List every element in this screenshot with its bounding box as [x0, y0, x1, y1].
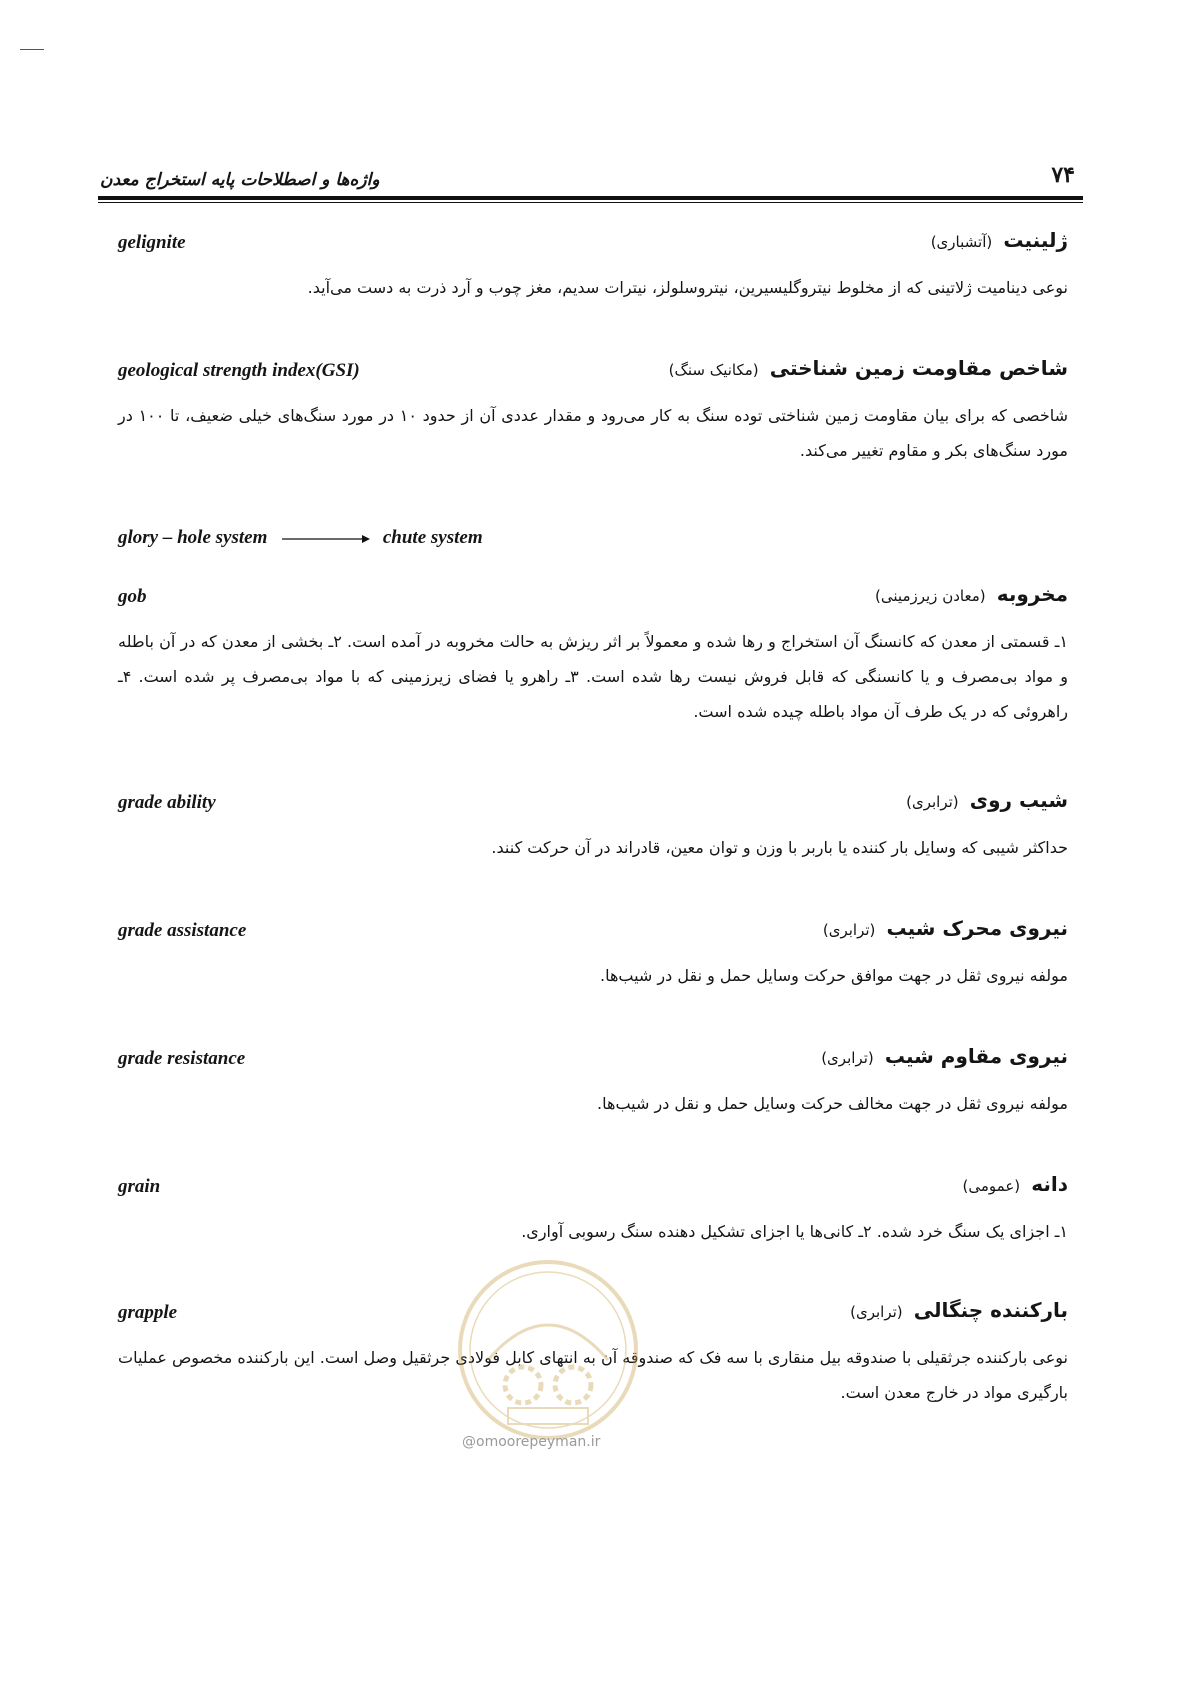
header-rule-thin	[98, 202, 1083, 203]
term-fa-wrap	[821, 1044, 1068, 1068]
term-en: grade resistance	[118, 1048, 246, 1069]
entry-grain	[118, 1172, 1068, 1249]
definition: ۱ـ قسمتی از معدن که کانسنگ آن استخراج و رها شده و معمولاً بر اثر ریزش به حالت مخروبه در آمده است. ۲ـ بخشی از معدن که در آن باطله و مواد بی‌مصرف و یا کانسنگی که قابل فروش نیست رها شده است. ۳ـ راهرو یا فضای زیرزمینی که با مواد بی‌مصرف پر شده است. ۴ـ راهروئی که در یک طرف آن مواد باطله چیده شده است.	[118, 632, 1069, 721]
definition: نوعی دینامیت ژلاتینی که از مخلوط نیتروگلیسیرین، نیتروسلولز، نیترات سدیم، مغز چوب و آرد ذرت به دست می‌آید.	[307, 278, 1068, 297]
term-fa: بارکننده چنگالی	[913, 1298, 1068, 1322]
term-fa-wrap	[875, 582, 1068, 606]
page-header	[98, 160, 1083, 206]
term-field: (ترابری)	[906, 793, 959, 811]
term-field: (ترابری)	[821, 1049, 874, 1067]
header-rule-thick	[98, 196, 1083, 200]
term-en: gelignite	[118, 232, 186, 253]
entry-grade-ability	[118, 788, 1068, 865]
term-field: (آتشباری)	[930, 233, 993, 251]
term-en: geological strength index(GSI)	[118, 360, 360, 381]
definition: نوعی بارکننده جرثقیلی با صندوقه بیل منقاری با سه فک که صندوقه آن به انتهای کابل فولادی جرثقیل وصل است. این بارکننده مخصوص عملیات بارگیری مواد در خارج معدن است.	[118, 1348, 1068, 1402]
entry-grade-assistance	[118, 916, 1068, 993]
term-field: (ترابری)	[850, 1303, 903, 1321]
term-fa: مخروبه	[996, 582, 1068, 606]
term-en: grade ability	[118, 792, 216, 813]
term-field: (مکانیک سنگ)	[668, 361, 759, 379]
term-fa: نیروی محرک شیب	[886, 916, 1068, 940]
term-fa-wrap	[963, 1172, 1068, 1196]
term-en: grapple	[118, 1302, 178, 1323]
definition: مولفه نیروی ثقل در جهت مخالف حرکت وسایل حمل و نقل در شیب‌ها.	[597, 1094, 1068, 1113]
term-field: (ترابری)	[822, 921, 876, 939]
term-en: gob	[118, 586, 147, 607]
page-number: ۷۴	[1051, 162, 1075, 188]
arrow-right-icon	[280, 533, 370, 545]
term-en: grain	[118, 1176, 161, 1197]
crossref-to: chute system	[382, 527, 483, 548]
entry-gelignite	[118, 228, 1068, 305]
term-fa: ژلینیت	[1003, 228, 1068, 252]
term-en: grade assistance	[118, 920, 247, 941]
definition: مولفه نیروی ثقل در جهت موافق حرکت وسایل حمل و نقل در شیب‌ها.	[599, 966, 1068, 985]
definition: ۱ـ اجزای یک سنگ خرد شده. ۲ـ کانی‌ها یا اجزای تشکیل دهنده سنگ رسوبی آواری.	[521, 1222, 1068, 1241]
crossref-glory-hole	[118, 527, 483, 549]
watermark-url: @omoorepeyman.ir	[462, 1434, 601, 1450]
corner-mark	[20, 49, 44, 50]
definition: شاخصی که برای بیان مقاومت زمین شناختی توده سنگ به کار می‌رود و مقدار عددی آن از حدود ۱۰ در مورد سنگ‌های خیلی ضعیف، تا ۱۰۰ در مورد سنگ‌های بکر و مقاوم تغییر می‌کند.	[118, 406, 1069, 460]
running-title: واژه‌ها و اصطلاحات پایه استخراج معدن	[100, 170, 380, 190]
term-fa: دانه	[1031, 1172, 1068, 1196]
watermark-logo	[448, 1250, 648, 1460]
term-fa-wrap	[850, 1298, 1068, 1322]
term-fa: نیروی مقاوم شیب	[884, 1044, 1068, 1068]
term-fa-wrap	[669, 356, 1068, 380]
term-field: (عمومی)	[962, 1177, 1021, 1195]
entry-gob	[118, 582, 1068, 729]
term-field: (معادن زیرزمینی)	[875, 587, 986, 605]
term-fa-wrap	[906, 788, 1068, 812]
term-fa: شیب روی	[969, 788, 1068, 812]
term-fa-wrap	[823, 916, 1068, 940]
entry-grade-resistance	[118, 1044, 1068, 1121]
definition: حداکثر شیبی که وسایل بار کننده یا باربر با وزن و توان معین، قادراند در آن حرکت کنند.	[491, 838, 1068, 857]
entry-geological-strength-index	[118, 356, 1068, 468]
term-fa-wrap	[931, 228, 1068, 252]
crossref-from: glory – hole system	[118, 527, 268, 548]
term-fa: شاخص مقاومت زمین شناختی	[769, 356, 1068, 380]
